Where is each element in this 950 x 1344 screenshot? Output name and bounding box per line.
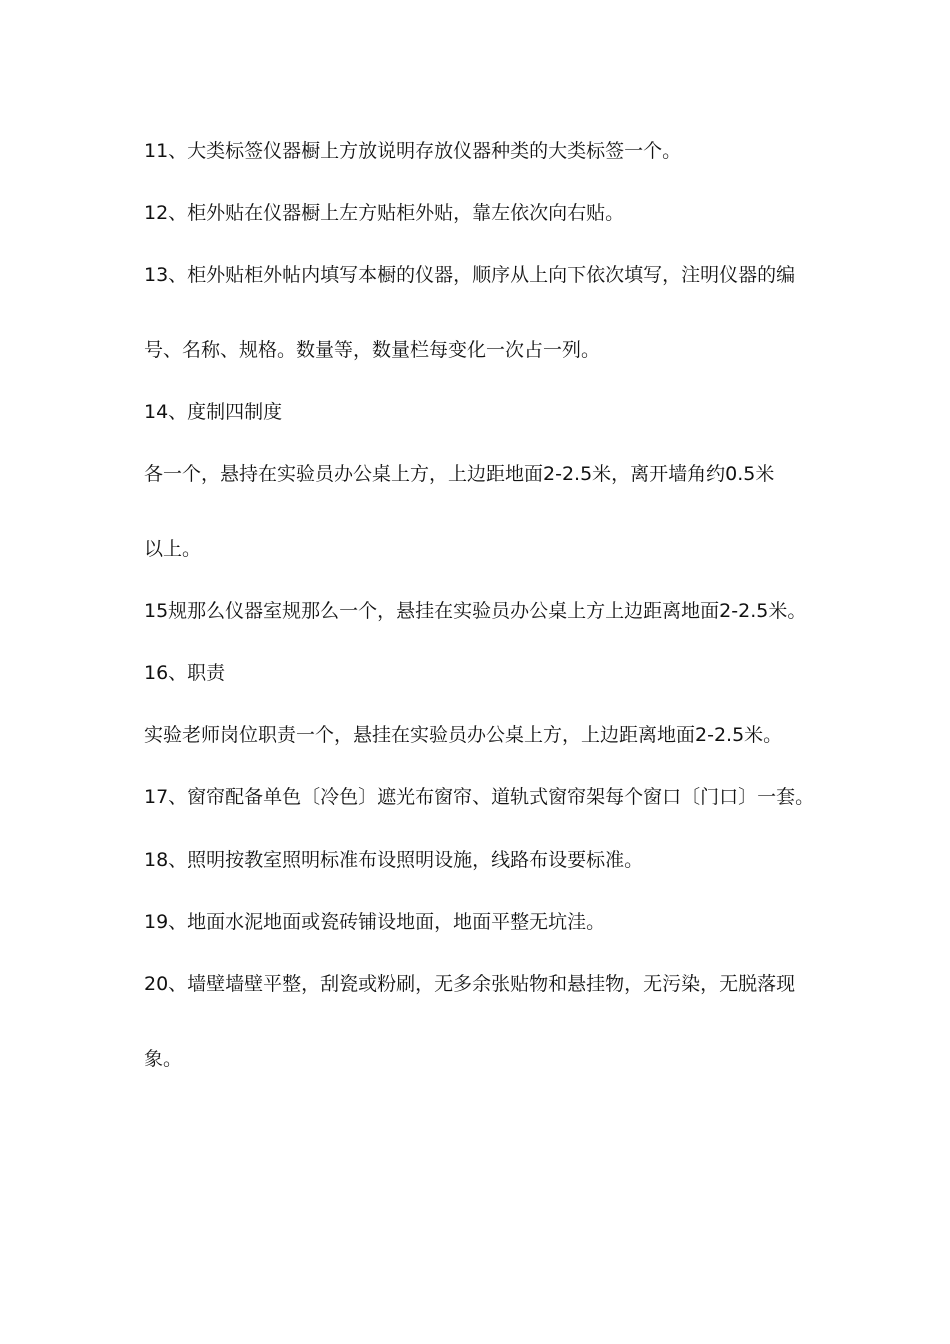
item-20-line-1: 20、墙壁墙壁平整，刮瓷或粉刷，无多余张贴物和悬挂物，无污染，无脱落现 xyxy=(144,973,796,995)
item-11-line: 11、大类标签仪器橱上方放说明存放仪器种类的大类标签一个。 xyxy=(144,140,682,162)
item-17-line: 17、窗帘配备单色〔冷色〕遮光布窗帘、道轨式窗帘架每个窗口〔门口〕一套。 xyxy=(144,786,815,808)
item-15-line: 15规那么仪器室规那么一个，悬挂在实验员办公桌上方上边距离地面2-2.5米。 xyxy=(144,600,807,622)
item-19-line: 19、地面水泥地面或瓷砖铺设地面，地面平整无坑洼。 xyxy=(144,911,606,933)
item-16-line: 实验老师岗位职责一个，悬挂在实验员办公桌上方，上边距离地面2-2.5米。 xyxy=(144,724,783,746)
item-13-line-2: 号、名称、规格。数量等，数量栏每变化一次占一列。 xyxy=(144,339,601,361)
item-20-line-2: 象。 xyxy=(144,1048,183,1070)
item-14-heading: 14、度制四制度 xyxy=(144,401,283,423)
item-12-line: 12、柜外贴在仪器橱上左方贴柜外贴，靠左依次向右贴。 xyxy=(144,202,625,224)
item-13-line-1: 13、柜外贴柜外帖内填写本橱的仪器，顺序从上向下依次填写，注明仪器的编 xyxy=(144,264,796,286)
item-16-heading: 16、职责 xyxy=(144,662,226,684)
item-14-line-1: 各一个，悬持在实验员办公桌上方，上边距地面2-2.5米，离开墙角约0.5米 xyxy=(144,463,775,485)
item-18-line: 18、照明按教室照明标准布设照明设施，线路布设要标准。 xyxy=(144,849,644,871)
item-14-line-2: 以上。 xyxy=(144,538,202,560)
